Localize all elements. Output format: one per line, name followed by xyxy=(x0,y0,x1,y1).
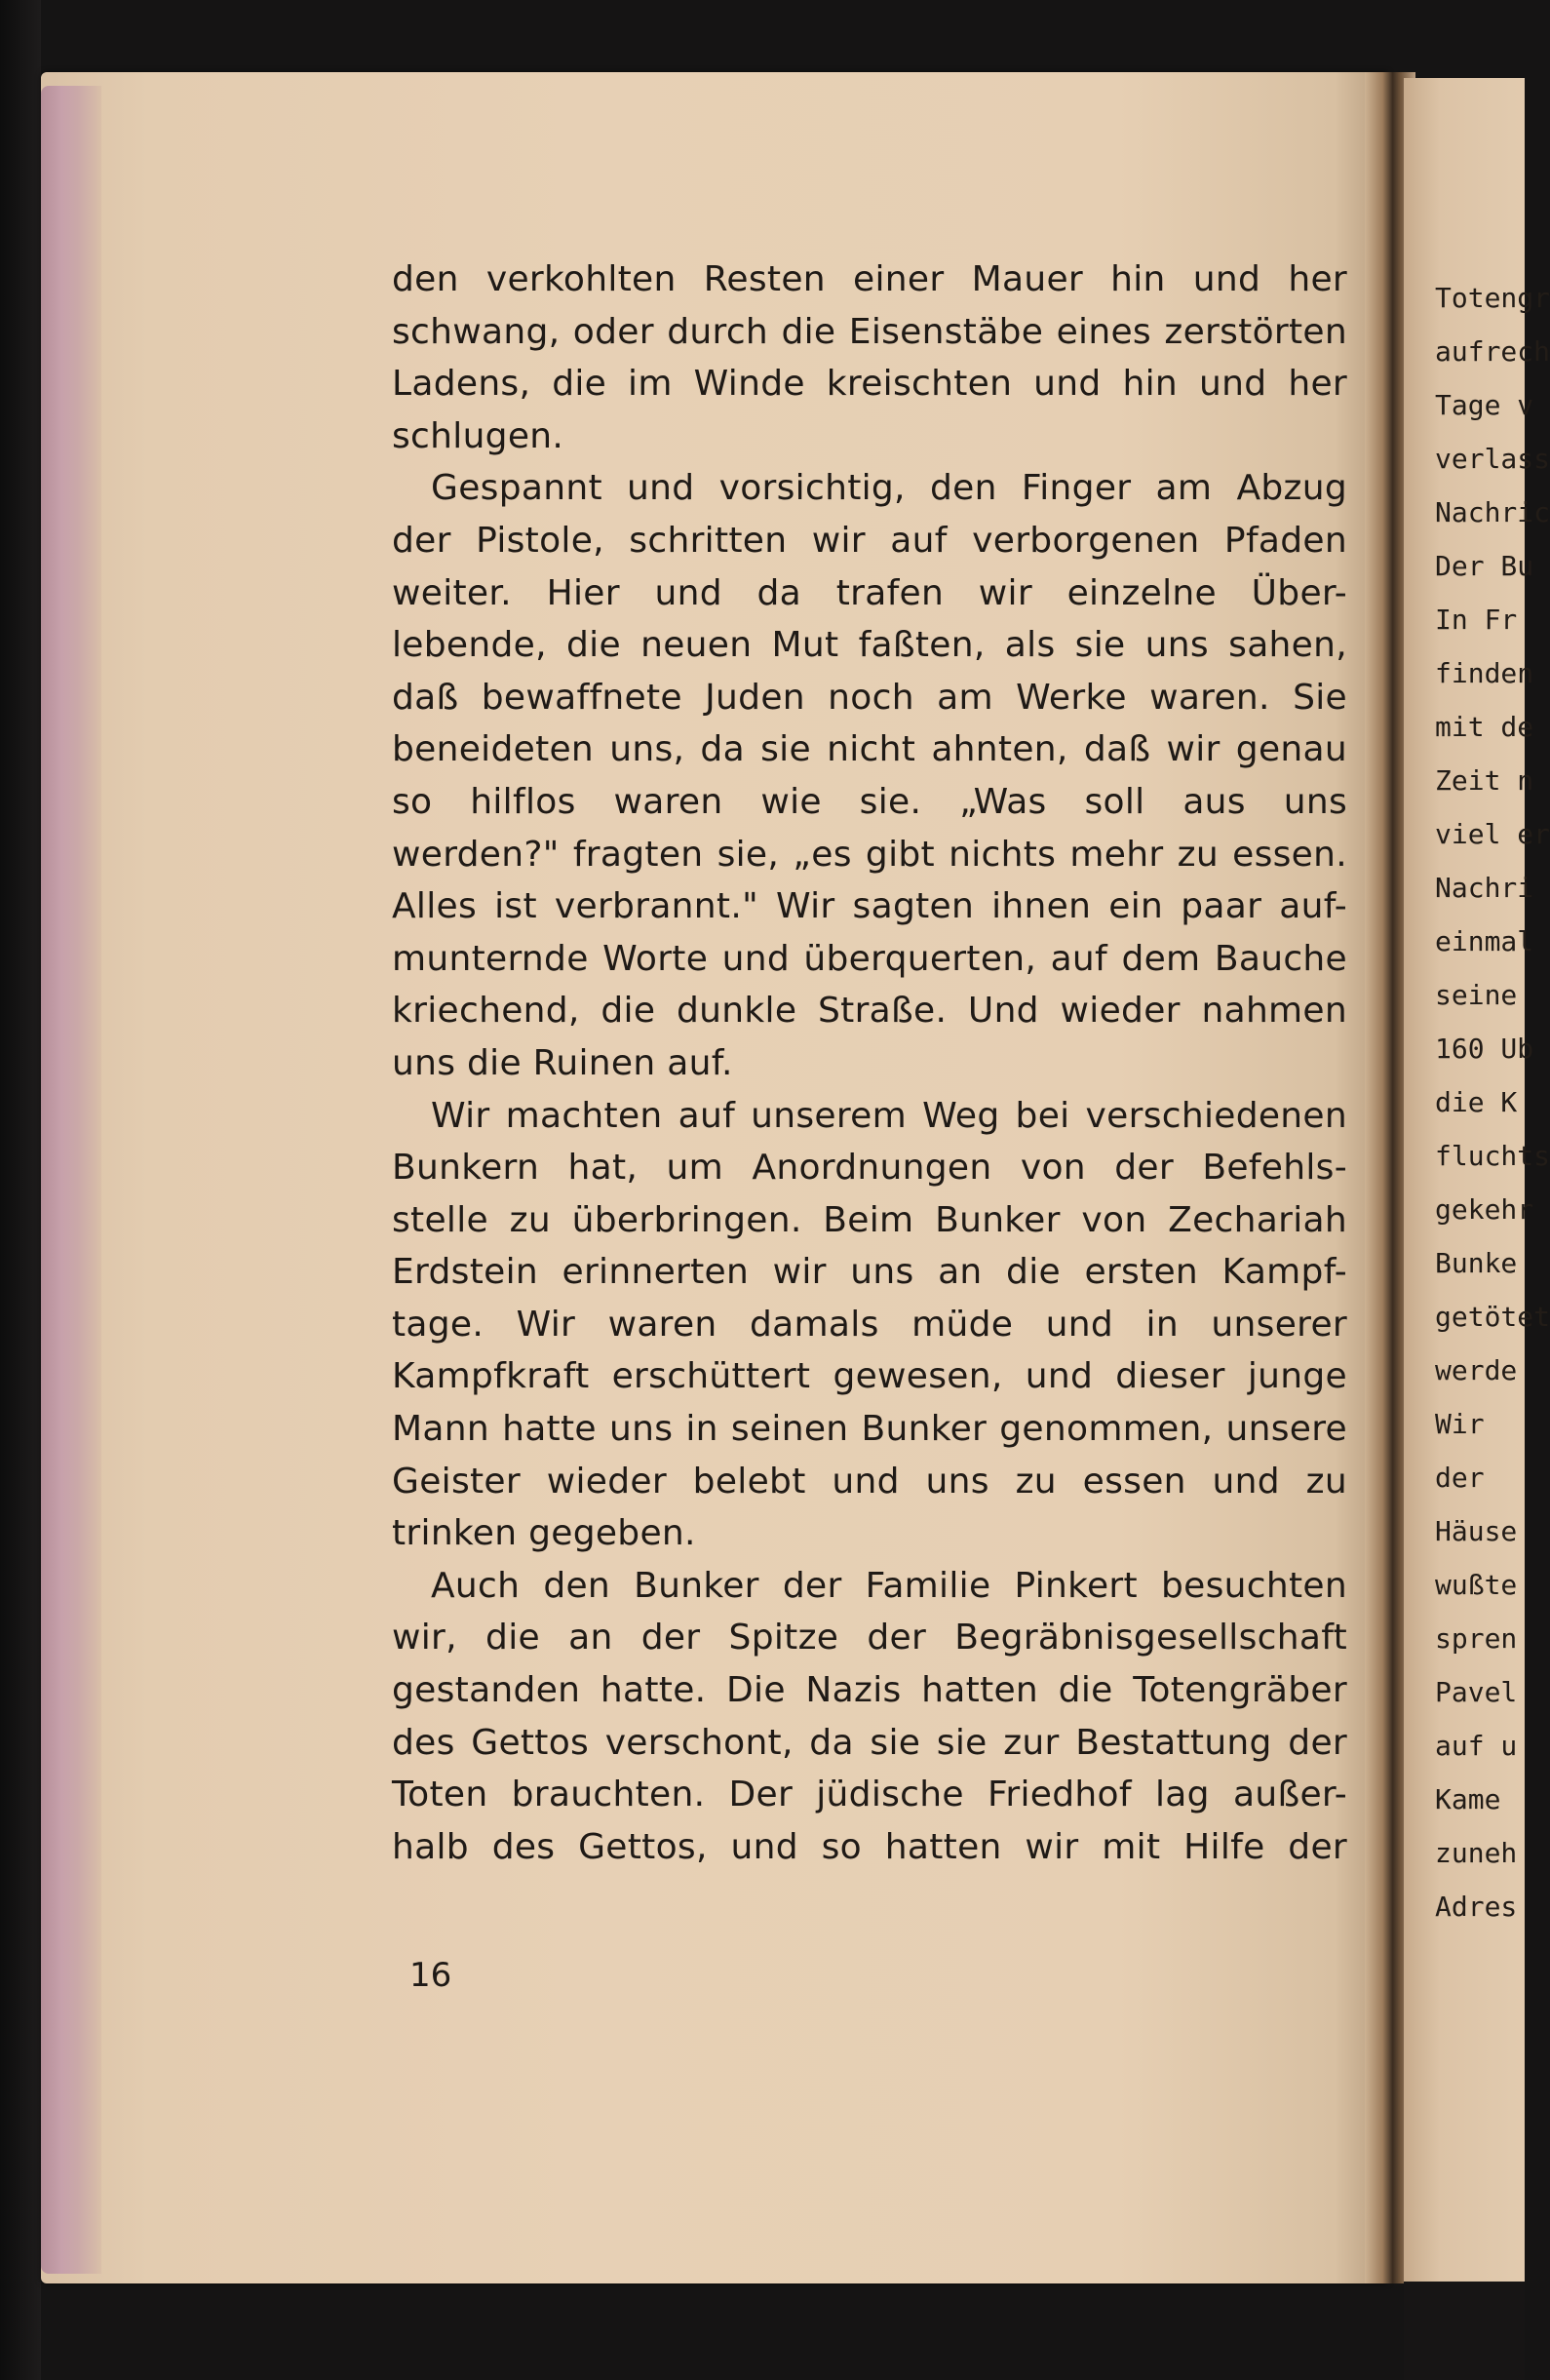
text-line: der xyxy=(1435,1462,1485,1494)
text-line: fluchts xyxy=(1435,1140,1550,1172)
text-line: Mann hatte uns in seinen Bunker genommen, unsere xyxy=(392,1409,1347,1450)
text-line: schlugen. xyxy=(392,415,564,456)
text-line: Auch den Bunker der Familie Pinkert besuchten xyxy=(431,1565,1347,1606)
text-line: Ladens, die im Winde kreischten und hin und her xyxy=(392,364,1347,405)
text-line: Erdstein erinnerten wir uns an die ersten Kampf- xyxy=(392,1252,1347,1293)
text-line: Zeit n xyxy=(1435,764,1534,797)
text-line: die K xyxy=(1435,1086,1518,1118)
text-line: einmal xyxy=(1435,925,1534,957)
text-line: Nachric xyxy=(1435,496,1550,528)
text-line: lebende, die neuen Mut faßten, als sie uns sahen, xyxy=(392,625,1347,666)
text-line: viel er xyxy=(1435,818,1550,850)
text-line: auf u xyxy=(1435,1730,1518,1762)
text-line: mit de xyxy=(1435,711,1534,743)
text-line: Der Bu xyxy=(1435,550,1534,582)
text-line: werden?" fragten sie, „es gibt nichts mehr zu essen. xyxy=(392,834,1347,875)
text-line: so hilflos waren wie sie. „Was soll aus uns xyxy=(392,781,1347,822)
text-line: zuneh xyxy=(1435,1837,1518,1869)
background-corner xyxy=(1404,2282,1525,2380)
text-line: Nachri xyxy=(1435,872,1534,904)
text-line: Totengr xyxy=(1435,282,1550,314)
text-line: werde xyxy=(1435,1354,1518,1386)
text-line: des Gettos verschont, da sie sie zur Bestattung der xyxy=(392,1722,1347,1763)
text-line: Kame xyxy=(1435,1783,1501,1815)
text-line: munternde Worte und überquerten, auf dem Bauche xyxy=(392,938,1347,979)
text-line: seine xyxy=(1435,979,1518,1011)
text-line: weiter. Hier und da trafen wir einzelne Über- xyxy=(392,572,1347,613)
text-line: getötet xyxy=(1435,1301,1550,1333)
text-line: trinken gegeben. xyxy=(392,1513,696,1554)
text-line: Tage v xyxy=(1435,389,1534,421)
text-line: Kampfkraft erschüttert gewesen, und dieser junge xyxy=(392,1356,1347,1397)
text-line: Geister wieder belebt und uns zu essen und zu xyxy=(392,1461,1347,1502)
text-line: Bunke xyxy=(1435,1247,1518,1279)
text-line: schwang, oder durch die Eisenstäbe eines zerstörten xyxy=(392,311,1347,352)
text-line: gestanden hatte. Die Nazis hatten die Totengräber xyxy=(392,1670,1347,1711)
page-number: 16 xyxy=(409,1956,452,1995)
text-line: aufrech xyxy=(1435,335,1550,368)
text-line: 160 Ub xyxy=(1435,1033,1534,1065)
text-line: halb des Gettos, und so hatten wir mit Hilfe der xyxy=(392,1826,1347,1867)
text-line: tage. Wir waren damals müde und in unserer xyxy=(392,1304,1347,1345)
text-line: spren xyxy=(1435,1622,1518,1655)
right-page-text xyxy=(1435,271,1550,1933)
text-line: Wir machten auf unserem Weg bei verschiedenen xyxy=(431,1095,1347,1136)
page-fore-edge xyxy=(41,86,101,2274)
text-line: der Pistole, schritten wir auf verborgenen Pfaden xyxy=(392,520,1347,561)
text-line: stelle zu überbringen. Beim Bunker von Zechariah xyxy=(392,1199,1347,1240)
text-line: In Fr xyxy=(1435,604,1518,636)
text-line: Häuse xyxy=(1435,1515,1518,1547)
text-line: uns die Ruinen auf. xyxy=(392,1042,733,1083)
text-line: Adres xyxy=(1435,1891,1518,1923)
text-line: Toten brauchten. Der jüdische Friedhof lag außer- xyxy=(392,1775,1347,1815)
text-line: beneideten uns, da sie nicht ahnten, daß wir genau xyxy=(392,729,1347,770)
text-line: kriechend, die dunkle Straße. Und wieder nahmen xyxy=(392,991,1347,1032)
text-line: wußte xyxy=(1435,1569,1518,1601)
text-line: Bunkern hat, um Anordnungen von der Befehls- xyxy=(392,1148,1347,1189)
text-line: Wir xyxy=(1435,1408,1485,1440)
text-line: Pavel xyxy=(1435,1676,1518,1708)
text-line: gekehr xyxy=(1435,1193,1534,1226)
background xyxy=(0,0,41,2380)
text-line: daß bewaffnete Juden noch am Werke waren. Sie xyxy=(392,677,1347,718)
text-line: Gespannt und vorsichtig, den Finger am Abzug xyxy=(431,468,1347,509)
text-line: den verkohlten Resten einer Mauer hin und her xyxy=(392,259,1347,299)
text-line: verlass xyxy=(1435,443,1550,475)
text-line: finden xyxy=(1435,657,1534,689)
text-line: Alles ist verbrannt." Wir sagten ihnen ein paar auf- xyxy=(392,886,1347,927)
left-page-text xyxy=(392,254,1347,1873)
text-line: wir, die an der Spitze der Begräbnisgesellschaft xyxy=(392,1618,1347,1658)
